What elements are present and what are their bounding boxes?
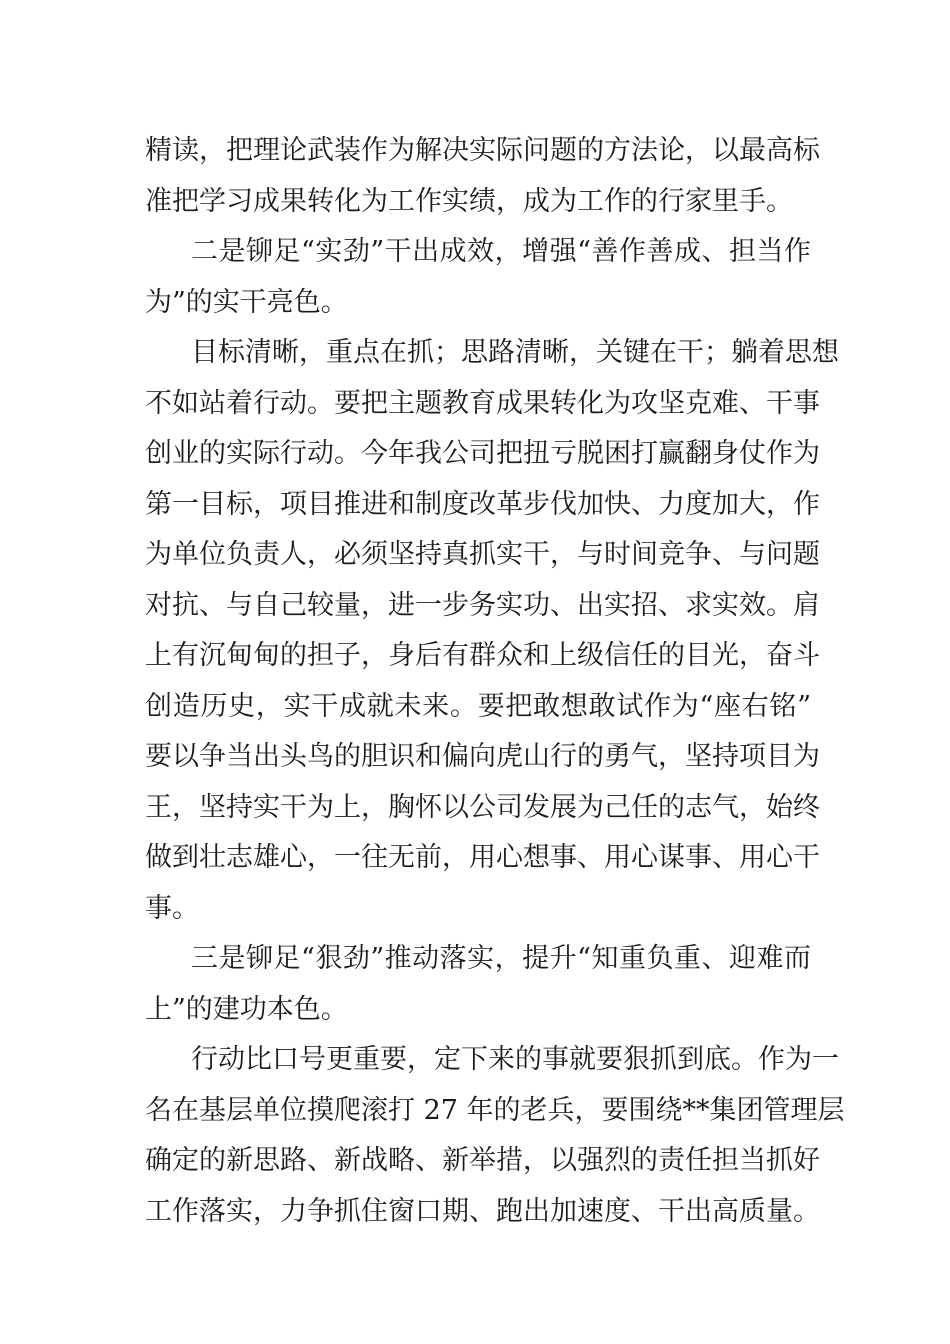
paragraph-line: 行动比口号更重要，定下来的事就要狠抓到底。作为一 — [191, 1044, 839, 1075]
paragraph-line: 上”的建功本色。 — [145, 993, 348, 1025]
paragraph-line: 名在基层单位摸爬滚打 27 年的老兵，要围绕**集团管理层 — [145, 1094, 845, 1126]
paragraph-line: 确定的新思路、新战略、新举措，以强烈的责任担当抓好 — [145, 1145, 820, 1176]
paragraph-line: 精读，把理论武装作为解决实际问题的方法论，以最高标 — [145, 135, 820, 166]
paragraph-line: 第一目标，项目推进和制度改革步伐加快、力度加大，作 — [145, 488, 820, 520]
paragraph-line: 为”的实干亮色。 — [145, 286, 348, 318]
paragraph-line: 目标清晰，重点在抓；思路清晰，关键在干；躺着思想 — [191, 337, 839, 368]
paragraph-line: 做到壮志雄心，一往无前，用心想事、用心谋事、用心干 — [145, 842, 820, 873]
paragraph-line: 上有沉甸甸的担子，身后有群众和上级信任的目光，奋斗 — [145, 640, 820, 671]
paragraph-line: 为单位负责人，必须坚持真抓实干，与时间竞争、与问题 — [145, 539, 820, 570]
paragraph-line: 创业的实际行动。今年我公司把扭亏脱困打赢翻身仗作为 — [145, 438, 820, 469]
paragraph-line: 工作落实，力争抓住窗口期、跑出加速度、干出高质量。 — [145, 1195, 820, 1227]
paragraph-line: 要以争当出头鸟的胆识和偏向虎山行的勇气，坚持项目为 — [145, 741, 820, 772]
paragraph-line: 准把学习成果转化为工作实绩，成为工作的行家里手。 — [145, 185, 793, 217]
paragraph-line: 创造历史，实干成就未来。要把敢想敢试作为“座右铭” — [145, 690, 811, 722]
document-body — [145, 126, 845, 1237]
paragraph-line: 事。 — [145, 892, 199, 924]
paragraph-line: 王，坚持实干为上，胸怀以公司发展为己任的志气，始终 — [145, 791, 820, 823]
paragraph-line: 对抗、与自己较量，进一步务实功、出实招、求实效。肩 — [145, 589, 820, 621]
paragraph-line: 不如站着行动。要把主题教育成果转化为攻坚克难、干事 — [145, 387, 820, 419]
paragraph-line: 三是铆足“狠劲”推动落实，提升“知重负重、迎难而 — [191, 943, 811, 974]
paragraph-line: 二是铆足“实劲”干出成效，增强“善作善成、担当作 — [191, 236, 811, 267]
